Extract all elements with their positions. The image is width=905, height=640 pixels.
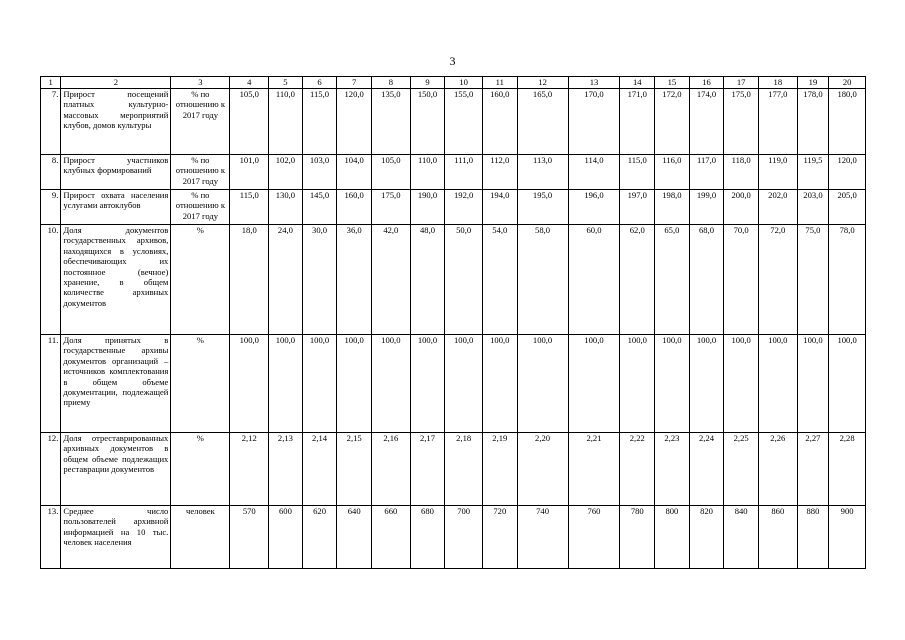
unit-of-measure: % по отношению к 2017 году [171,190,230,225]
indicators-table [40,76,866,569]
unit-of-measure: % по отношению к 2017 году [171,89,230,155]
indicator-value: 78,0 [829,225,866,335]
indicator-value: 820 [689,506,724,569]
indicator-value: 110,0 [269,89,303,155]
table-row [41,225,866,335]
indicator-value: 100,0 [517,335,568,433]
indicator-value: 70,0 [724,225,759,335]
unit-of-measure: % [171,225,230,335]
indicator-value: 2,23 [655,433,690,506]
indicator-name: Доля отреставрированных архивных документов в общем объеме подлежащих реставрации документов [61,433,171,506]
indicator-value: 100,0 [724,335,759,433]
indicator-value: 155,0 [445,89,483,155]
column-header: 4 [230,77,269,89]
column-header: 9 [410,77,445,89]
indicator-value: 100,0 [269,335,303,433]
indicator-value: 172,0 [655,89,690,155]
indicator-value: 135,0 [371,89,410,155]
indicator-name: Среднее число пользователей архивной информацией на 10 тыс. человек населения [61,506,171,569]
indicator-value: 175,0 [724,89,759,155]
indicator-value: 200,0 [724,190,759,225]
column-header: 12 [517,77,568,89]
indicator-value: 105,0 [230,89,269,155]
row-number: 13. [41,506,61,569]
indicator-value: 800 [655,506,690,569]
indicator-value: 640 [337,506,372,569]
indicator-value: 103,0 [302,155,337,190]
indicator-value: 62,0 [620,225,655,335]
indicator-value: 680 [410,506,445,569]
row-number: 7. [41,89,61,155]
indicator-value: 197,0 [620,190,655,225]
table-row [41,506,866,569]
indicator-value: 113,0 [517,155,568,190]
indicator-value: 203,0 [797,190,829,225]
table-row [41,433,866,506]
indicator-value: 100,0 [568,335,620,433]
column-header: 14 [620,77,655,89]
indicator-value: 68,0 [689,225,724,335]
indicator-value: 114,0 [568,155,620,190]
table-row [41,190,866,225]
indicator-value: 620 [302,506,337,569]
indicator-value: 840 [724,506,759,569]
indicator-value: 100,0 [620,335,655,433]
row-number: 12. [41,433,61,506]
indicator-value: 192,0 [445,190,483,225]
indicator-value: 2,28 [829,433,866,506]
indicator-value: 2,18 [445,433,483,506]
indicator-value: 120,0 [337,89,372,155]
indicator-value: 202,0 [758,190,797,225]
indicator-value: 119,0 [758,155,797,190]
column-header: 10 [445,77,483,89]
indicator-value: 100,0 [829,335,866,433]
column-header: 20 [829,77,866,89]
indicator-value: 54,0 [482,225,517,335]
indicator-value: 171,0 [620,89,655,155]
indicator-value: 101,0 [230,155,269,190]
indicator-value: 780 [620,506,655,569]
column-header: 2 [61,77,171,89]
indicator-name: Доля принятых в государственные архивы документов организаций – источников комплектования в общем объеме документации, подлежащей приему [61,335,171,433]
column-header: 16 [689,77,724,89]
row-number: 11. [41,335,61,433]
indicator-value: 880 [797,506,829,569]
indicator-value: 100,0 [230,335,269,433]
indicator-value: 115,0 [302,89,337,155]
indicator-value: 110,0 [410,155,445,190]
indicator-value: 2,24 [689,433,724,506]
table-row [41,89,866,155]
indicator-value: 2,27 [797,433,829,506]
indicator-value: 2,20 [517,433,568,506]
indicator-value: 900 [829,506,866,569]
indicator-value: 178,0 [797,89,829,155]
indicator-value: 165,0 [517,89,568,155]
column-header: 17 [724,77,759,89]
indicator-value: 116,0 [655,155,690,190]
indicator-value: 2,26 [758,433,797,506]
indicator-value: 205,0 [829,190,866,225]
indicator-value: 100,0 [371,335,410,433]
indicator-value: 740 [517,506,568,569]
indicator-value: 100,0 [482,335,517,433]
indicator-value: 2,19 [482,433,517,506]
indicator-value: 100,0 [655,335,690,433]
indicator-value: 100,0 [337,335,372,433]
column-header: 6 [302,77,337,89]
indicator-value: 100,0 [410,335,445,433]
indicator-value: 118,0 [724,155,759,190]
indicator-value: 760 [568,506,620,569]
indicator-value: 104,0 [337,155,372,190]
indicator-value: 130,0 [269,190,303,225]
indicator-value: 100,0 [797,335,829,433]
indicator-value: 115,0 [230,190,269,225]
indicator-value: 2,22 [620,433,655,506]
indicator-value: 190,0 [410,190,445,225]
indicator-value: 18,0 [230,225,269,335]
row-number: 8. [41,155,61,190]
column-header: 18 [758,77,797,89]
indicator-name: Прирост охвата населения услугами автоклубов [61,190,171,225]
indicator-value: 50,0 [445,225,483,335]
indicator-value: 199,0 [689,190,724,225]
indicator-value: 174,0 [689,89,724,155]
indicator-value: 2,12 [230,433,269,506]
indicator-value: 160,0 [337,190,372,225]
column-header: 5 [269,77,303,89]
indicator-value: 160,0 [482,89,517,155]
indicator-value: 2,25 [724,433,759,506]
indicator-value: 194,0 [482,190,517,225]
indicator-value: 111,0 [445,155,483,190]
indicator-value: 180,0 [829,89,866,155]
indicator-value: 570 [230,506,269,569]
unit-of-measure: % [171,335,230,433]
indicator-name: Прирост участников клубных формирований [61,155,171,190]
indicator-value: 60,0 [568,225,620,335]
indicator-value: 100,0 [758,335,797,433]
indicator-value: 72,0 [758,225,797,335]
indicator-value: 660 [371,506,410,569]
indicator-value: 2,17 [410,433,445,506]
indicator-value: 150,0 [410,89,445,155]
indicator-value: 36,0 [337,225,372,335]
indicator-name: Прирост посещений платных культурно-массовых мероприятий клубов, домов культуры [61,89,171,155]
indicator-value: 177,0 [758,89,797,155]
indicator-value: 100,0 [689,335,724,433]
indicator-value: 112,0 [482,155,517,190]
indicator-value: 145,0 [302,190,337,225]
indicator-value: 170,0 [568,89,620,155]
indicator-value: 24,0 [269,225,303,335]
indicator-value: 100,0 [302,335,337,433]
column-header: 7 [337,77,372,89]
indicator-value: 175,0 [371,190,410,225]
indicator-value: 75,0 [797,225,829,335]
row-number: 9. [41,190,61,225]
indicator-value: 100,0 [445,335,483,433]
indicator-value: 2,13 [269,433,303,506]
indicator-value: 105,0 [371,155,410,190]
unit-of-measure: % [171,433,230,506]
table-row [41,155,866,190]
indicator-value: 65,0 [655,225,690,335]
column-header: 8 [371,77,410,89]
indicator-value: 600 [269,506,303,569]
indicator-value: 860 [758,506,797,569]
column-header: 11 [482,77,517,89]
indicator-value: 120,0 [829,155,866,190]
indicator-value: 195,0 [517,190,568,225]
indicator-value: 42,0 [371,225,410,335]
indicator-value: 2,16 [371,433,410,506]
indicator-value: 196,0 [568,190,620,225]
column-header: 13 [568,77,620,89]
indicator-value: 30,0 [302,225,337,335]
column-header: 1 [41,77,61,89]
unit-of-measure: человек [171,506,230,569]
indicator-value: 115,0 [620,155,655,190]
indicator-value: 2,14 [302,433,337,506]
indicator-value: 700 [445,506,483,569]
row-number: 10. [41,225,61,335]
column-header: 3 [171,77,230,89]
indicator-value: 102,0 [269,155,303,190]
indicator-value: 198,0 [655,190,690,225]
page-number: 3 [449,54,456,68]
column-header: 19 [797,77,829,89]
indicator-name: Доля документов государственных архивов, находящихся в условиях, обеспечивающих их постоянное (вечное) хранение, в общем количестве архивных документов [61,225,171,335]
unit-of-measure: % по отношению к 2017 году [171,155,230,190]
indicator-value: 48,0 [410,225,445,335]
table-row [41,335,866,433]
indicator-value: 2,15 [337,433,372,506]
indicator-value: 117,0 [689,155,724,190]
indicator-value: 58,0 [517,225,568,335]
indicator-value: 119,5 [797,155,829,190]
indicator-value: 2,21 [568,433,620,506]
column-header: 15 [655,77,690,89]
indicator-value: 720 [482,506,517,569]
table-header-row [41,77,866,89]
